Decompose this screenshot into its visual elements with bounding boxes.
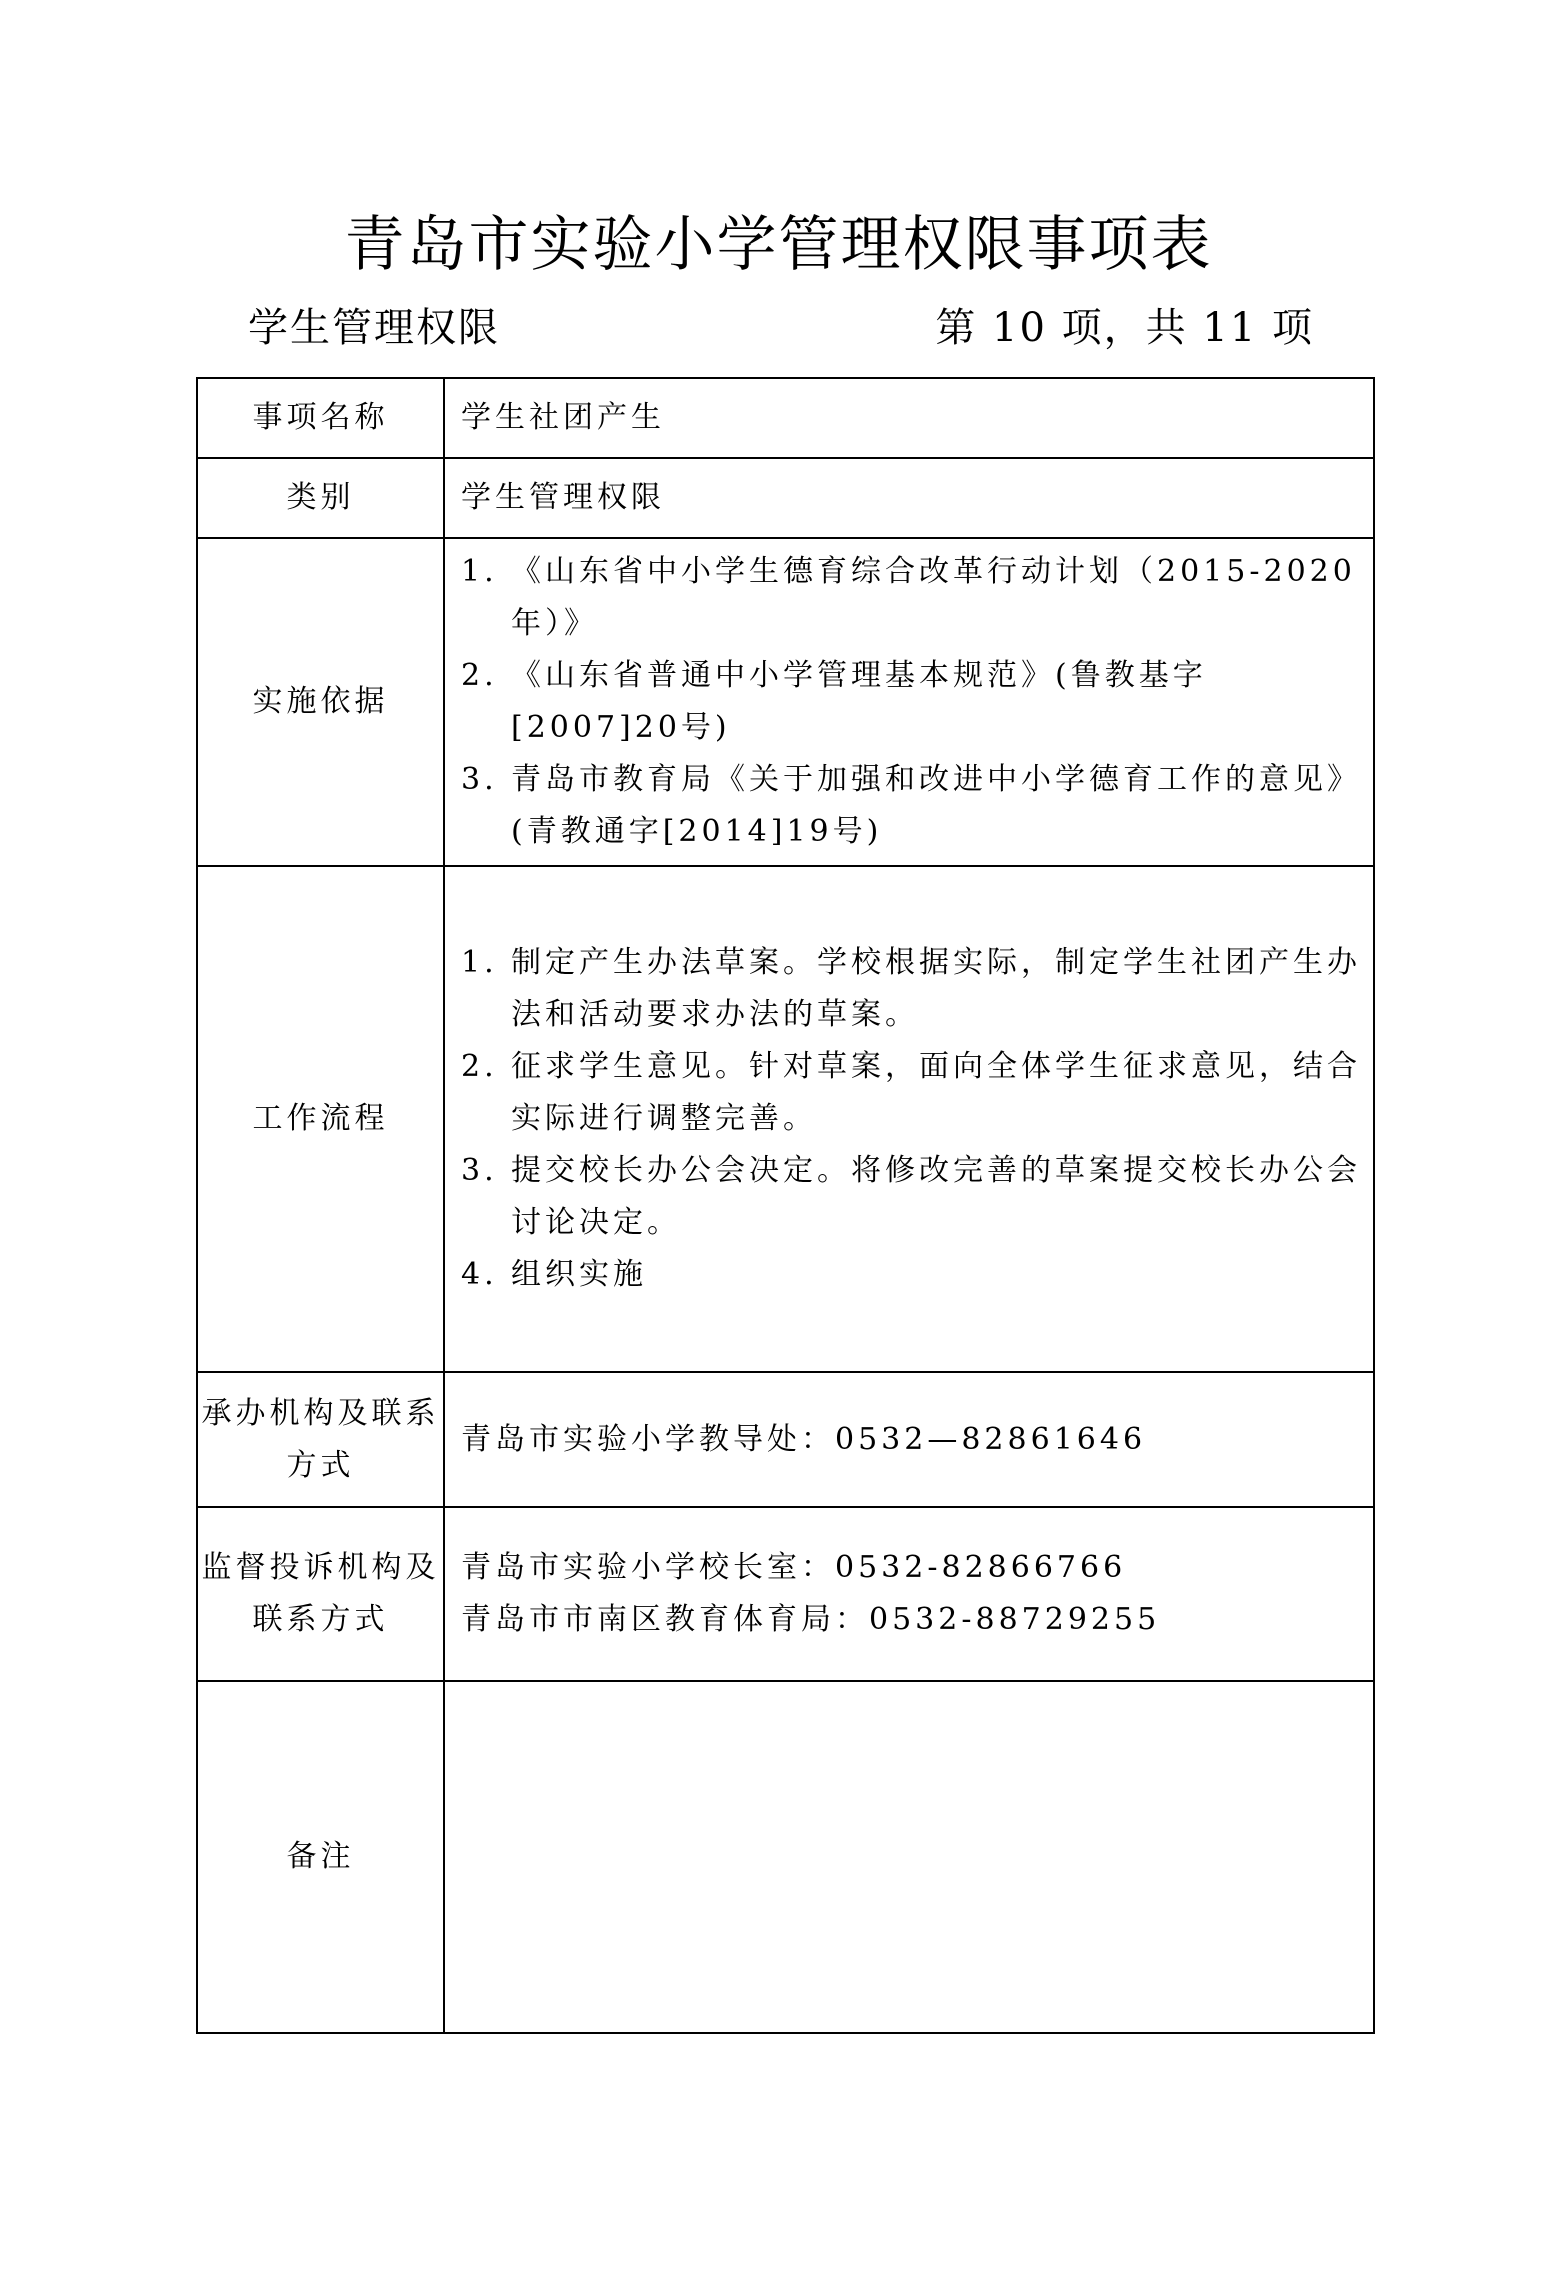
basis-item — [461, 546, 1363, 650]
category-value: 学生管理权限 — [444, 458, 1374, 538]
matters-table — [196, 377, 1375, 2034]
basis-item-number: 3. — [461, 762, 498, 797]
row-workflow — [197, 866, 1374, 1372]
basis-item-text: 青岛市教育局《关于加强和改进中小学德育工作的意见》(青教通字[2014]19号) — [511, 762, 1361, 849]
remarks-label: 备注 — [197, 1681, 444, 2033]
workflow-value — [444, 866, 1374, 1372]
organizer-value: 青岛市实验小学教导处：0532—82861646 — [444, 1372, 1374, 1507]
remarks-value — [444, 1681, 1374, 2033]
workflow-label: 工作流程 — [197, 866, 444, 1372]
workflow-step-number: 2. — [461, 1049, 498, 1084]
row-remarks — [197, 1681, 1374, 2033]
basis-list — [461, 546, 1363, 858]
workflow-step-number: 4. — [461, 1257, 498, 1292]
workflow-step — [461, 1249, 1363, 1301]
workflow-step-text: 组织实施 — [511, 1257, 647, 1292]
name-value: 学生社团产生 — [444, 378, 1374, 458]
workflow-step-text: 征求学生意见。针对草案，面向全体学生征求意见，结合实际进行调整完善。 — [511, 1049, 1361, 1136]
basis-label: 实施依据 — [197, 538, 444, 866]
basis-item-text: 《山东省中小学生德育综合改革行动计划（2015-2020年）》 — [511, 554, 1356, 641]
basis-value — [444, 538, 1374, 866]
workflow-step-number: 1. — [461, 945, 498, 980]
supervision-contact: 青岛市实验小学校长室：0532-82866766 — [461, 1550, 1127, 1585]
item-counter: 第 10 项，共 11 项 — [935, 305, 1314, 351]
workflow-step-text: 提交校长办公会决定。将修改完善的草案提交校长办公会讨论决定。 — [511, 1153, 1361, 1240]
row-category — [197, 458, 1374, 538]
category-label: 类别 — [197, 458, 444, 538]
basis-item-number: 2. — [461, 658, 498, 693]
workflow-step-text: 制定产生办法草案。学校根据实际，制定学生社团产生办法和活动要求办法的草案。 — [511, 945, 1361, 1032]
basis-item-text: 《山东省普通中小学管理基本规范》(鲁教基字[2007]20号) — [511, 658, 1207, 745]
row-organizer — [197, 1372, 1374, 1507]
row-name — [197, 378, 1374, 458]
organizer-label: 承办机构及联系方式 — [197, 1372, 444, 1507]
name-label: 事项名称 — [197, 378, 444, 458]
basis-item-number: 1. — [461, 554, 498, 589]
page-title: 青岛市实验小学管理权限事项表 — [344, 210, 1213, 280]
workflow-step — [461, 937, 1363, 1041]
supervision-contact: 青岛市市南区教育体育局：0532-88729255 — [461, 1602, 1161, 1637]
basis-item — [461, 754, 1363, 858]
row-supervision — [197, 1507, 1374, 1681]
category-header: 学生管理权限 — [248, 305, 500, 351]
supervision-label: 监督投诉机构及联系方式 — [197, 1507, 444, 1681]
workflow-list — [461, 937, 1363, 1301]
workflow-step — [461, 1145, 1363, 1249]
supervision-value — [444, 1507, 1374, 1681]
workflow-step-number: 3. — [461, 1153, 498, 1188]
row-basis — [197, 538, 1374, 866]
workflow-step — [461, 1041, 1363, 1145]
basis-item — [461, 650, 1363, 754]
